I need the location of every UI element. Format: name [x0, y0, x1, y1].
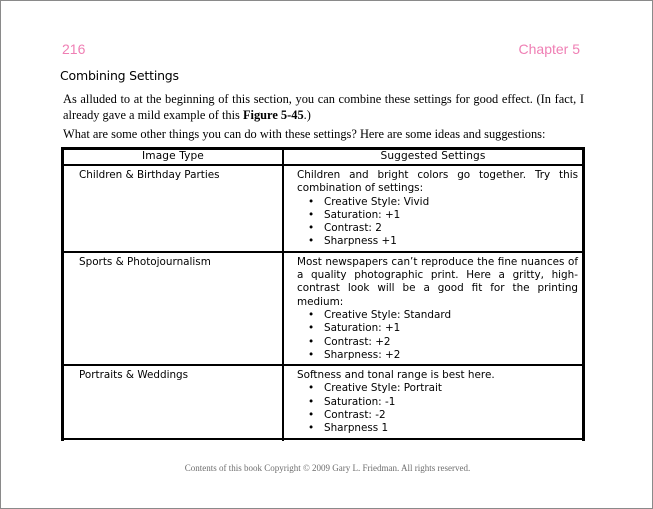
setting-item: • Creative Style: Vivid: [297, 196, 578, 209]
figure-reference: Figure 5-45: [242, 108, 304, 122]
page-number: 216: [62, 41, 86, 57]
settings-table: [61, 147, 585, 441]
intro-paragraph: [63, 91, 584, 123]
settings-cell: [283, 165, 583, 252]
table-row: [63, 252, 583, 365]
copyright-footer: Contents of this book Copyright © 2009 Gary L. Friedman. All rights reserved.: [184, 463, 471, 473]
setting-item: • Creative Style: Standard: [297, 309, 578, 322]
table-row: [63, 439, 583, 441]
settings-description: Children and bright colors go together. Try this combination of settings:: [297, 169, 578, 195]
settings-description: Most newspapers can’t reproduce the fine nuances of a quality photographic print. Here a gritty, high-contrast look will be a good fit for the printing medium:: [297, 255, 578, 308]
image-type-cell: Children & Birthday Parties: [63, 165, 283, 252]
setting-item: • Contrast: +2: [297, 336, 578, 349]
setting-item: • Sharpness: +2: [297, 349, 578, 362]
image-type-cell: Portraits & Weddings: [63, 365, 283, 438]
intro-text: As alluded to at the beginning of this section, you can combine these settings for good effect. (In fact, I already gave a mild example of this: [63, 92, 584, 122]
section-title: Combining Settings: [60, 68, 179, 83]
setting-item: • Contrast: -2: [297, 409, 578, 422]
settings-cell: [283, 365, 583, 438]
setting-item: • Sharpness 1: [297, 422, 578, 435]
table-header-row: [63, 149, 583, 165]
settings-description: Softness and tonal range is best here.: [297, 369, 495, 382]
settings-cell: [283, 252, 583, 365]
table-row: [63, 165, 583, 252]
setting-item: • Saturation: -1: [297, 396, 578, 409]
setting-item: • Contrast: 2: [297, 222, 578, 235]
setting-item: • Saturation: +1: [297, 209, 578, 222]
settings-list: [297, 196, 578, 249]
setting-item: • Saturation: +1: [297, 322, 578, 335]
settings-list: [297, 382, 578, 435]
setting-item: • Sharpness +1: [297, 235, 578, 248]
column-header-image-type: Image Type: [63, 149, 283, 165]
setting-item: • Creative Style: Portrait: [297, 382, 578, 395]
settings-table-viewport: [61, 147, 585, 441]
table-row: [63, 365, 583, 438]
image-type-cell: Sports & Photojournalism: [63, 252, 283, 365]
question-paragraph: What are some other things you can do with these settings? Here are some ideas and suggestions:: [63, 127, 546, 141]
settings-cell: [283, 439, 583, 441]
column-header-suggested-settings: Suggested Settings: [283, 149, 583, 165]
chapter-label: Chapter 5: [518, 41, 580, 57]
image-type-cell: [63, 439, 283, 441]
intro-end: .): [303, 108, 311, 122]
settings-list: [297, 309, 578, 362]
